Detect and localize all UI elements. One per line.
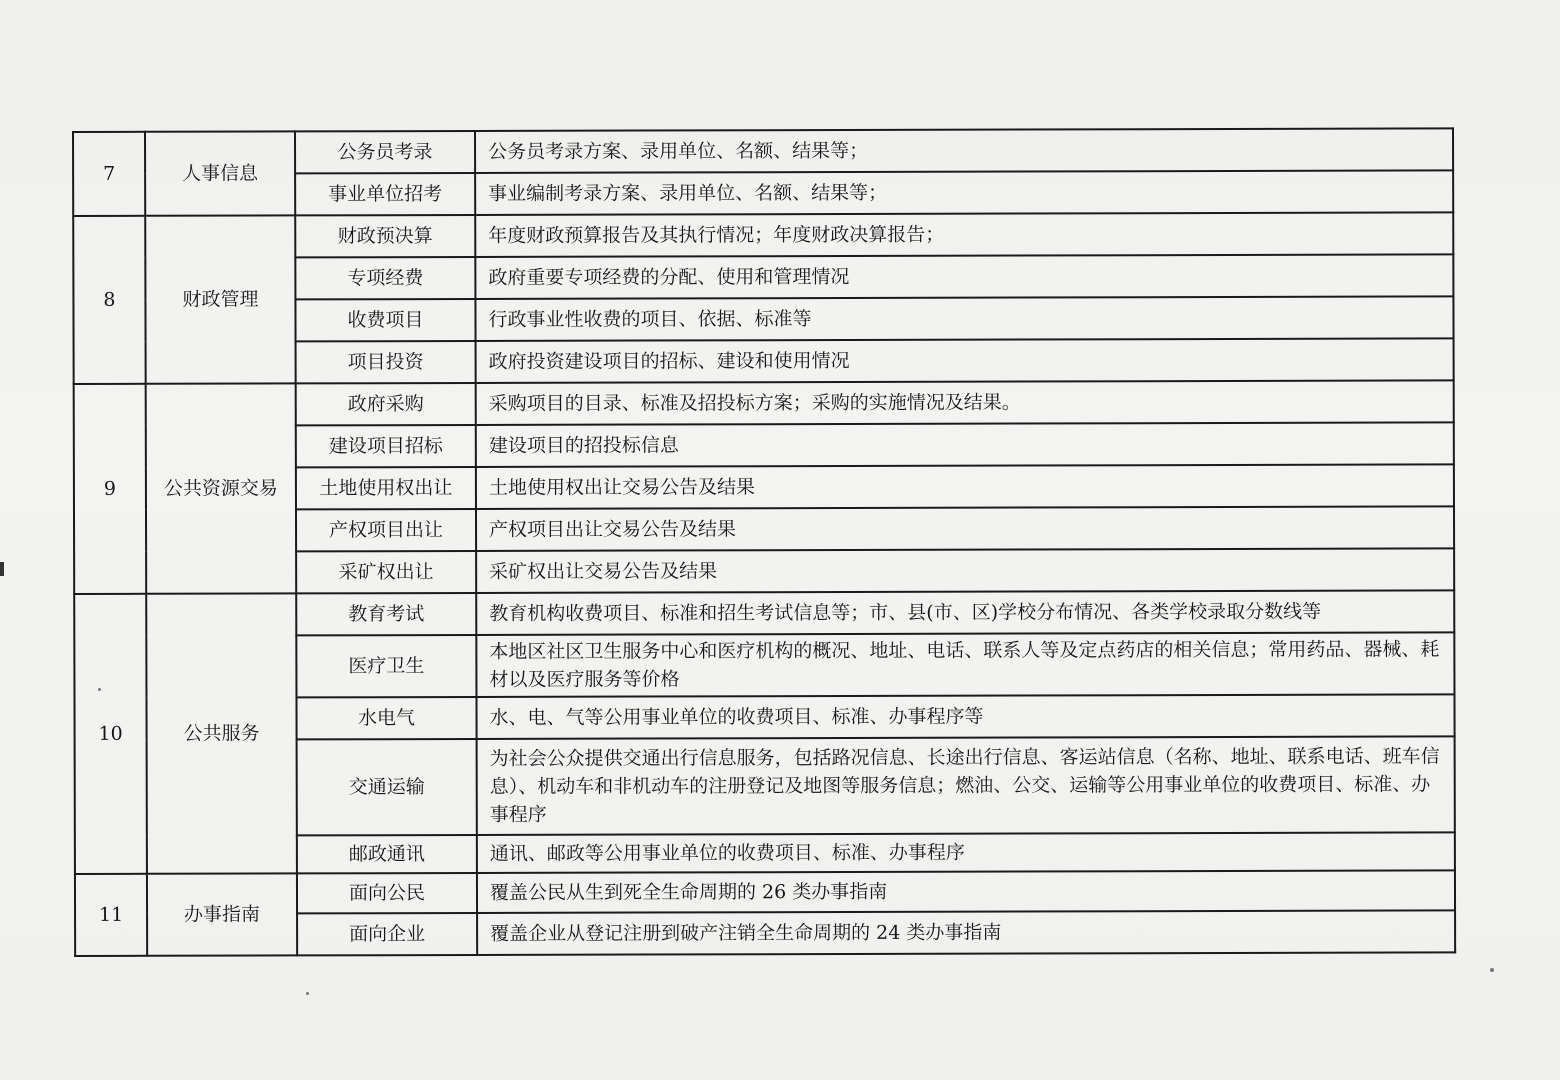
category-cell: 财政管理: [145, 215, 295, 383]
disclosure-table: [72, 127, 1456, 957]
subcategory-cell: 交通运输: [297, 739, 477, 835]
subcategory-cell: 面向公民: [297, 873, 477, 913]
subcategory-cell: 医疗卫生: [296, 635, 476, 697]
description-cell: 为社会公众提供交通出行信息服务，包括路况信息、长途出行信息、客运站信息（名称、地址、联系电话、班车信息）、机动车和非机动车的注册登记及地图等服务信息；燃油、公交、运输等公用事业单位的收费项目、标准、办事程序: [477, 736, 1455, 835]
row-number: 11: [75, 874, 147, 956]
scan-speck: [1490, 968, 1494, 972]
description-cell: 政府重要专项经费的分配、使用和管理情况: [475, 254, 1453, 299]
subcategory-cell: 邮政通讯: [297, 835, 477, 873]
subcategory-cell: 专项经费: [295, 257, 475, 299]
description-cell: 覆盖企业从登记注册到破产注销全生命周期的 24 类办事指南: [477, 910, 1455, 955]
description-cell: 覆盖公民从生到死全生命周期的 26 类办事指南: [477, 870, 1455, 913]
subcategory-cell: 土地使用权出让: [296, 467, 476, 509]
description-cell: 政府投资建设项目的招标、建设和使用情况: [476, 338, 1454, 383]
subcategory-cell: 公务员考录: [295, 131, 475, 173]
table-row: [75, 870, 1455, 914]
description-cell: 年度财政预算报告及其执行情况；年度财政决算报告；: [475, 212, 1453, 257]
description-cell: 产权项目出让交易公告及结果: [476, 506, 1454, 551]
table-row: [73, 212, 1453, 258]
subcategory-cell: 建设项目招标: [296, 425, 476, 467]
row-number: 10: [74, 594, 147, 874]
subcategory-cell: 教育考试: [296, 593, 476, 635]
description-cell: 本地区社区卫生服务中心和医疗机构的概况、地址、电话、联系人等及定点药店的相关信息；常用药品、器械、耗材以及医疗服务等价格: [476, 632, 1454, 697]
description-cell: 水、电、气等公用事业单位的收费项目、标准、办事程序等: [476, 694, 1454, 739]
row-number: 8: [73, 216, 145, 384]
description-cell: 公务员考录方案、录用单位、名额、结果等；: [475, 128, 1453, 173]
description-cell: 教育机构收费项目、标准和招生考试信息等；市、县(市、区)学校分布情况、各类学校录取分数线等: [476, 590, 1454, 635]
description-cell: 采矿权出让交易公告及结果: [476, 548, 1454, 593]
table-row: [74, 590, 1454, 636]
subcategory-cell: 政府采购: [296, 383, 476, 425]
table-row: [73, 128, 1453, 174]
subcategory-cell: 面向企业: [297, 913, 477, 955]
category-cell: 公共资源交易: [146, 383, 297, 593]
category-cell: 办事指南: [147, 873, 297, 955]
description-cell: 通讯、邮政等公用事业单位的收费项目、标准、办事程序: [477, 832, 1455, 873]
description-cell: 行政事业性收费的项目、依据、标准等: [475, 296, 1453, 341]
subcategory-cell: 项目投资: [296, 341, 476, 383]
subcategory-cell: 财政预决算: [295, 215, 475, 257]
row-number: 7: [73, 132, 145, 216]
scan-speck: [306, 992, 309, 995]
description-cell: 事业编制考录方案、录用单位、名额、结果等；: [475, 170, 1453, 215]
table-row: [74, 380, 1454, 426]
row-number: 9: [74, 384, 147, 594]
category-cell: 公共服务: [146, 593, 297, 873]
disclosure-table-body: [73, 128, 1455, 956]
subcategory-cell: 产权项目出让: [296, 509, 476, 551]
description-cell: 采购项目的目录、标准及招投标方案；采购的实施情况及结果。: [476, 380, 1454, 425]
page-edge-mark: [0, 562, 4, 576]
subcategory-cell: 事业单位招考: [295, 173, 475, 215]
category-cell: 人事信息: [145, 131, 295, 215]
subcategory-cell: 收费项目: [295, 299, 475, 341]
subcategory-cell: 水电气: [296, 697, 476, 739]
subcategory-cell: 采矿权出让: [296, 551, 476, 593]
description-cell: 土地使用权出让交易公告及结果: [476, 464, 1454, 509]
description-cell: 建设项目的招投标信息: [476, 422, 1454, 467]
